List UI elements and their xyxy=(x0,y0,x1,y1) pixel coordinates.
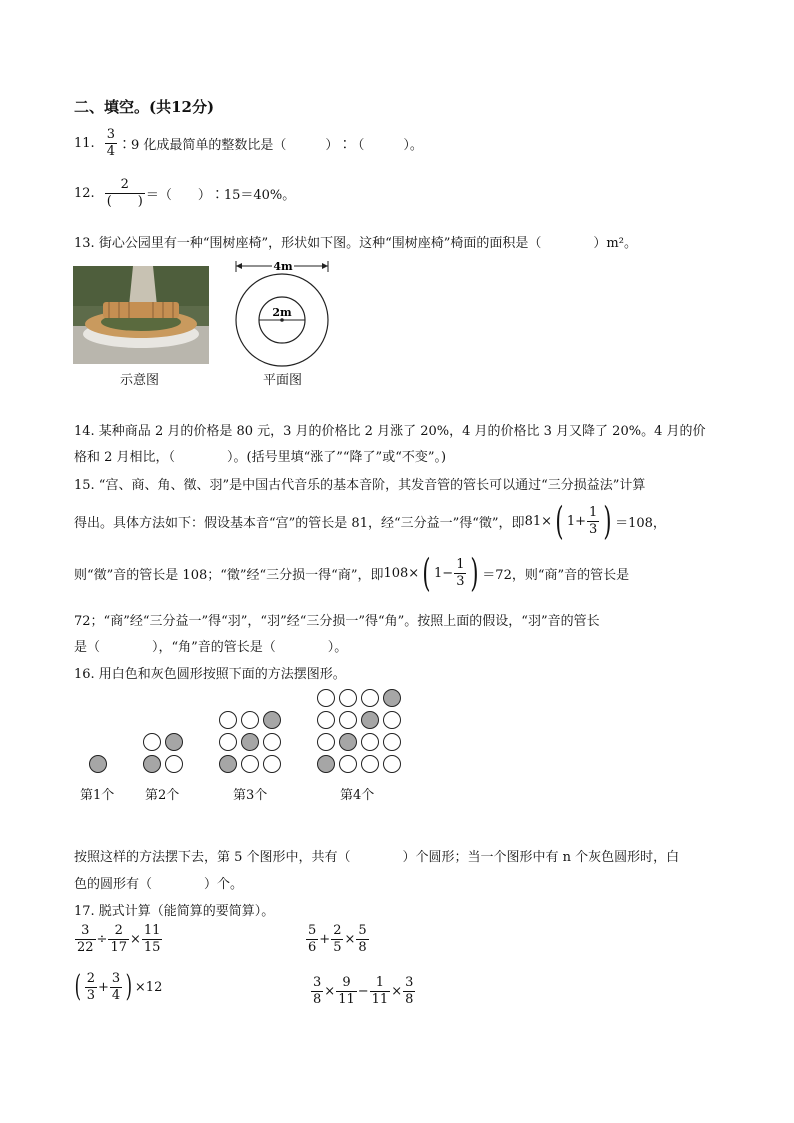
figure-caption-4: 第4个 xyxy=(340,788,375,803)
q12-fraction: $\frac{2}{( )}$ xyxy=(106,177,143,209)
figure-caption-1: 第1个 xyxy=(80,788,115,803)
white-circle xyxy=(362,734,379,751)
question-11 xyxy=(74,128,423,158)
expression-3: ( $\frac{2}{3}$ + $\frac{3}{4}$ ) ×12 xyxy=(74,969,163,1005)
q12-number: 12. xyxy=(74,185,95,201)
photo-caption: 示意图 xyxy=(120,373,160,388)
question-15-line4: 72；“商”经“三分益一”得“羽”，“羽”经“三分损一”得“角”。按照上面的假设，“羽”音的管长 xyxy=(74,614,600,629)
white-circle xyxy=(264,756,281,773)
inner-diameter-label: 2m xyxy=(272,306,292,319)
bench-plan-diagram xyxy=(230,258,338,370)
white-circle xyxy=(362,756,379,773)
q15-fraction-2: $\frac{1}{3}$ xyxy=(456,556,465,589)
white-circle xyxy=(384,712,401,729)
white-circle xyxy=(318,690,335,707)
outer-diameter-label: 4m xyxy=(273,260,293,273)
white-circle xyxy=(384,756,401,773)
gray-circle xyxy=(362,712,379,729)
white-circle xyxy=(242,756,259,773)
question-15-line3: 则“徵”音的管长是 108；“徵”经“三分损一得“商”，即 108× ( 1− $\frac{1}{3}$ ) ＝72，则“商”音的管长是 xyxy=(74,551,630,595)
question-15-line5: 是（ ），“角”音的管长是（ ）。 xyxy=(74,640,348,655)
gray-circle xyxy=(166,734,183,751)
expression-1: $\frac{3}{22}$ ÷ $\frac{2}{17}$ × $\frac{11}{15}$ xyxy=(77,923,161,955)
gray-circle xyxy=(144,756,161,773)
paren-right: ) xyxy=(470,551,479,595)
white-circle xyxy=(220,712,237,729)
white-circle xyxy=(340,712,357,729)
plan-caption: 平面图 xyxy=(263,373,303,388)
question-13: 13. 街心公园里有一种“围树座椅”，形状如下图。这种“围树座椅”椅面的面积是（ ）m²。 xyxy=(74,236,637,251)
question-14-line2: 格和 2 月相比，（ ）。(括号里填“涨了”“降了”或“不变”。) xyxy=(74,450,447,465)
q15-fraction-1: $\frac{1}{3}$ xyxy=(589,504,598,537)
tree-trunk xyxy=(129,266,157,306)
question-16-line2: 按照这样的方法摆下去，第 5 个图形中，共有（ ）个圆形；当一个图形中有 n 个灰色圆形时，白 xyxy=(74,850,680,865)
expression-4: $\frac{3}{8}$ × $\frac{9}{11}$ − $\frac{1}{11}$ × $\frac{3}{8}$ xyxy=(313,975,414,1007)
gray-circle xyxy=(90,756,107,773)
circle-pattern-figures xyxy=(70,680,430,780)
q12-text: ＝（ ）∶15＝40%。 xyxy=(145,187,296,203)
white-circle xyxy=(340,690,357,707)
white-circle xyxy=(144,734,161,751)
q11-text: ∶9 化成最简单的整数比是（ ）∶（ ）。 xyxy=(117,137,423,153)
figure-caption-2: 第2个 xyxy=(145,788,180,803)
gray-circle xyxy=(264,712,281,729)
question-17-heading: 17. 脱式计算（能简算的要简算）。 xyxy=(74,904,275,919)
gray-circle xyxy=(220,756,237,773)
white-circle xyxy=(340,756,357,773)
circle-grid xyxy=(90,690,401,773)
gray-circle xyxy=(242,734,259,751)
paren-left: ( xyxy=(74,969,82,1005)
arrow-left xyxy=(236,263,242,269)
q11-number: 11. xyxy=(74,135,95,151)
white-circle xyxy=(384,734,401,751)
question-14-line1: 14. 某种商品 2 月的价格是 80 元，3 月的价格比 2 月涨了 20%，4 月的价格比 3 月又降了 20%。4 月的价 xyxy=(74,424,706,439)
gray-circle xyxy=(318,756,335,773)
paren-left: ( xyxy=(422,551,431,595)
question-15-line1: 15. “宫、商、角、徵、羽”是中国古代音乐的基本音阶，其发音管的管长可以通过“三分损益法”计算 xyxy=(74,478,646,493)
question-15-line2: 得出。具体方法如下：假设基本音“宫”的管长是 81，经“三分益一”得“徵”，即 81× ( 1+ $\frac{1}{3}$ ) ＝108， xyxy=(74,499,666,543)
question-12 xyxy=(74,178,295,208)
expression-2: $\frac{5}{6}$ + $\frac{2}{5}$ × $\frac{5}{8}$ xyxy=(308,923,367,955)
paren-right: ) xyxy=(603,499,612,543)
white-circle xyxy=(318,734,335,751)
figure-caption-3: 第3个 xyxy=(233,788,268,803)
white-circle xyxy=(166,756,183,773)
question-16-line1: 16. 用白色和灰色圆形按照下面的方法摆图形。 xyxy=(74,667,346,682)
tree-bench-photo xyxy=(73,266,209,364)
paren-left: ( xyxy=(555,499,564,543)
white-circle xyxy=(220,734,237,751)
white-circle xyxy=(242,712,259,729)
arrow-right xyxy=(322,263,328,269)
white-circle xyxy=(264,734,281,751)
section-heading: 二、填空。(共12分) xyxy=(74,98,215,116)
white-circle xyxy=(362,690,379,707)
gray-circle xyxy=(340,734,357,751)
bench-backrest xyxy=(103,302,179,318)
question-16-line3: 色的圆形有（ ）个。 xyxy=(74,877,244,892)
q11-fraction: $\frac{3}{4}$ xyxy=(106,127,115,159)
gray-circle xyxy=(384,690,401,707)
paren-right: ) xyxy=(125,969,133,1005)
white-circle xyxy=(318,712,335,729)
